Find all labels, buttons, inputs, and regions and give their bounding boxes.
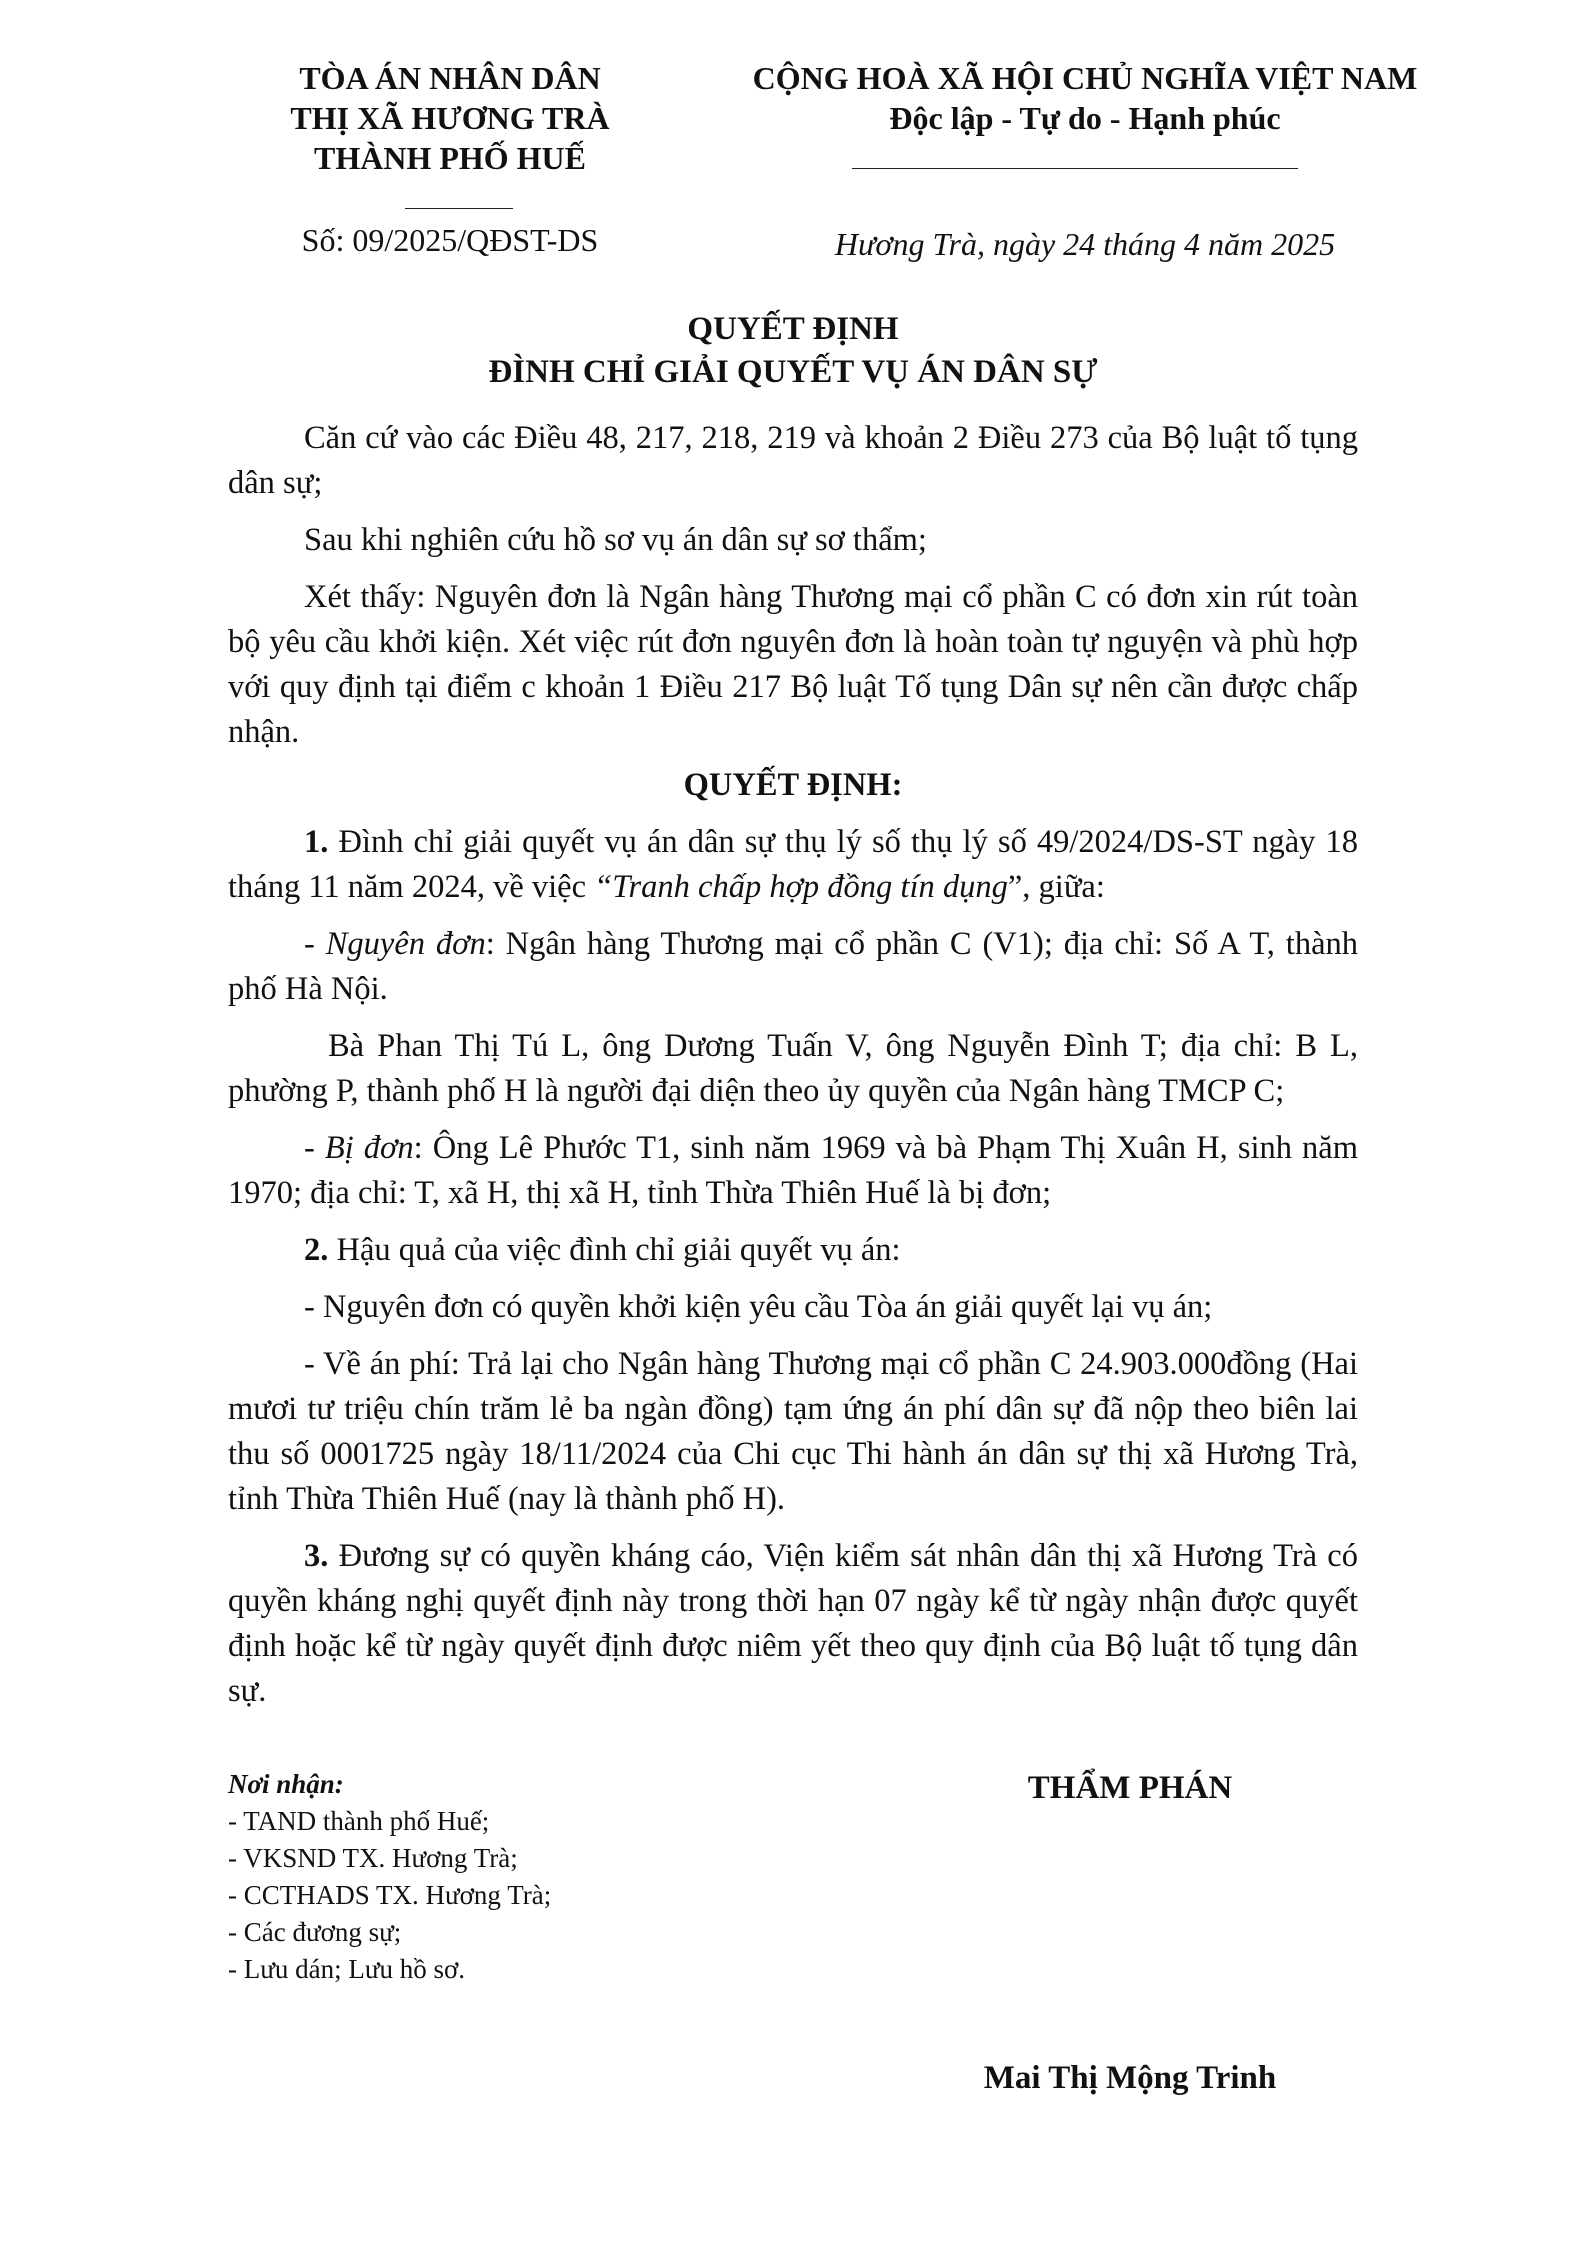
plaintiff-label: Nguyên đơn — [325, 926, 486, 962]
recipient-item: - VKSND TX. Hương Trà; — [228, 1843, 518, 1873]
signer-title: THẨM PHÁN — [1027, 1770, 1233, 1806]
item-1-case-name: “Tranh chấp hợp đồng tín dụng — [594, 869, 1008, 905]
item-2-text: Hậu quả của việc đình chỉ giải quyết vụ án: — [328, 1232, 901, 1268]
decision-heading: QUYẾT ĐỊNH: — [683, 767, 903, 803]
item-3-number: 3. — [304, 1538, 329, 1574]
recipient-item: - Lưu dán; Lưu hồ sơ. — [228, 1954, 466, 1984]
review-paragraph: Sau khi nghiên cứu hồ sơ vụ án dân sự sơ thẩm; — [304, 522, 927, 558]
recipient-item: - Các đương sự; — [228, 1917, 402, 1947]
court-header — [245, 58, 655, 178]
item-3-text: Đương sự có quyền kháng cáo, Viện kiểm sát nhân dân thị xã Hương Trà có quyền kháng nghị quyết định này trong thời hạn 07 ngày kể từ ngày nhận được quyết định hoặc kể từ ngày quyết định được niêm yết theo quy định của Bộ luật tố tụng dân sự. — [228, 1538, 1358, 1709]
document-body — [228, 416, 1358, 1714]
plaintiff-dash: - — [304, 926, 326, 962]
national-header — [690, 58, 1480, 138]
recipients-heading: Nơi nhận: — [228, 1769, 344, 1799]
header-left-divider — [405, 208, 513, 209]
plaintiff-text: : Ngân hàng Thương mại cổ phần C (V1); địa chỉ: Số A T, thành phố Hà Nội. — [228, 926, 1359, 1007]
defendant-dash: - — [304, 1130, 325, 1166]
recipient-item: - CCTHADS TX. Hương Trà; — [228, 1880, 552, 1910]
title-line1: QUYẾT ĐỊNH — [687, 311, 899, 347]
decision-item-3 — [228, 1534, 1358, 1714]
document-number: Số: 09/2025/QĐST-DS — [301, 222, 599, 258]
document-date: Hương Trà, ngày 24 tháng 4 năm 2025 — [834, 226, 1336, 262]
national-motto: Độc lập - Tự do - Hạnh phúc — [889, 100, 1281, 136]
signer-name: Mai Thị Mộng Trinh — [983, 2060, 1277, 2096]
court-name-line3: THÀNH PHỐ HUẾ — [313, 140, 586, 176]
item-1-text-a: Đình chỉ giải quyết vụ án dân sự thụ lý số thụ lý số 49/2024/DS-ST ngày 18 tháng 11 năm 2024, về việc — [228, 824, 1358, 905]
recipients-block — [228, 1766, 551, 1988]
defendant-label: Bị đơn — [324, 1130, 414, 1166]
item-2-court-fee: - Về án phí: Trả lại cho Ngân hàng Thương mại cổ phần C 24.903.000đồng (Hai mươi tư triệu chín trăm lẻ ba ngàn đồng) tạm ứng án phí dân sự đã nộp theo biên lai thu số 0001725 ngày 18/11/2024 của Chi cục Thi hành án dân sự thị xã Hương Trà, tỉnh Thừa Thiên Huế (nay là thành phố H). — [228, 1346, 1358, 1517]
plaintiff-paragraph — [228, 922, 1358, 1012]
defendant-paragraph — [228, 1126, 1358, 1216]
legal-basis-paragraph: Căn cứ vào các Điều 48, 217, 218, 219 và khoản 2 Điều 273 của Bộ luật tố tụng dân sự; — [228, 420, 1358, 501]
recipient-item: - TAND thành phố Huế; — [228, 1806, 490, 1836]
court-name-line2: THỊ XÃ HƯƠNG TRÀ — [290, 100, 610, 136]
representatives-paragraph: Bà Phan Thị Tú L, ông Dương Tuấn V, ông Nguyễn Đình T; địa chỉ: B L, phường P, thành phố H là người đại diện theo ủy quyền của Ngân hàng TMCP C; — [228, 1028, 1358, 1109]
item-2-right-to-sue: - Nguyên đơn có quyền khởi kiện yêu cầu Tòa án giải quyết lại vụ án; — [304, 1289, 1213, 1325]
title-line2: ĐÌNH CHỈ GIẢI QUYẾT VỤ ÁN DÂN SỰ — [488, 354, 1098, 390]
defendant-text: : Ông Lê Phước T1, sinh năm 1969 và bà Phạm Thị Xuân H, sinh năm 1970; địa chỉ: T, xã H, thị xã H, tỉnh Thừa Thiên Huế là bị đơn; — [228, 1130, 1358, 1211]
national-title: CỘNG HOÀ XÃ HỘI CHỦ NGHĨA VIỆT NAM — [752, 60, 1418, 96]
item-2-number: 2. — [304, 1232, 329, 1268]
item-1-number: 1. — [304, 824, 329, 860]
decision-item-2 — [228, 1228, 1358, 1273]
document-title — [228, 308, 1358, 394]
item-1-text-b: ”, giữa: — [1007, 869, 1105, 905]
court-name-line1: TÒA ÁN NHÂN DÂN — [299, 60, 601, 96]
findings-paragraph: Xét thấy: Nguyên đơn là Ngân hàng Thương mại cổ phần C có đơn xin rút toàn bộ yêu cầu khởi kiện. Xét việc rút đơn nguyên đơn là hoàn toàn tự nguyện và phù hợp với quy định tại điểm c khoản 1 Điều 217 Bộ luật Tố tụng Dân sự nên cần được chấp nhận. — [228, 579, 1358, 750]
decision-item-1 — [228, 820, 1358, 910]
header-right-divider — [852, 168, 1298, 169]
